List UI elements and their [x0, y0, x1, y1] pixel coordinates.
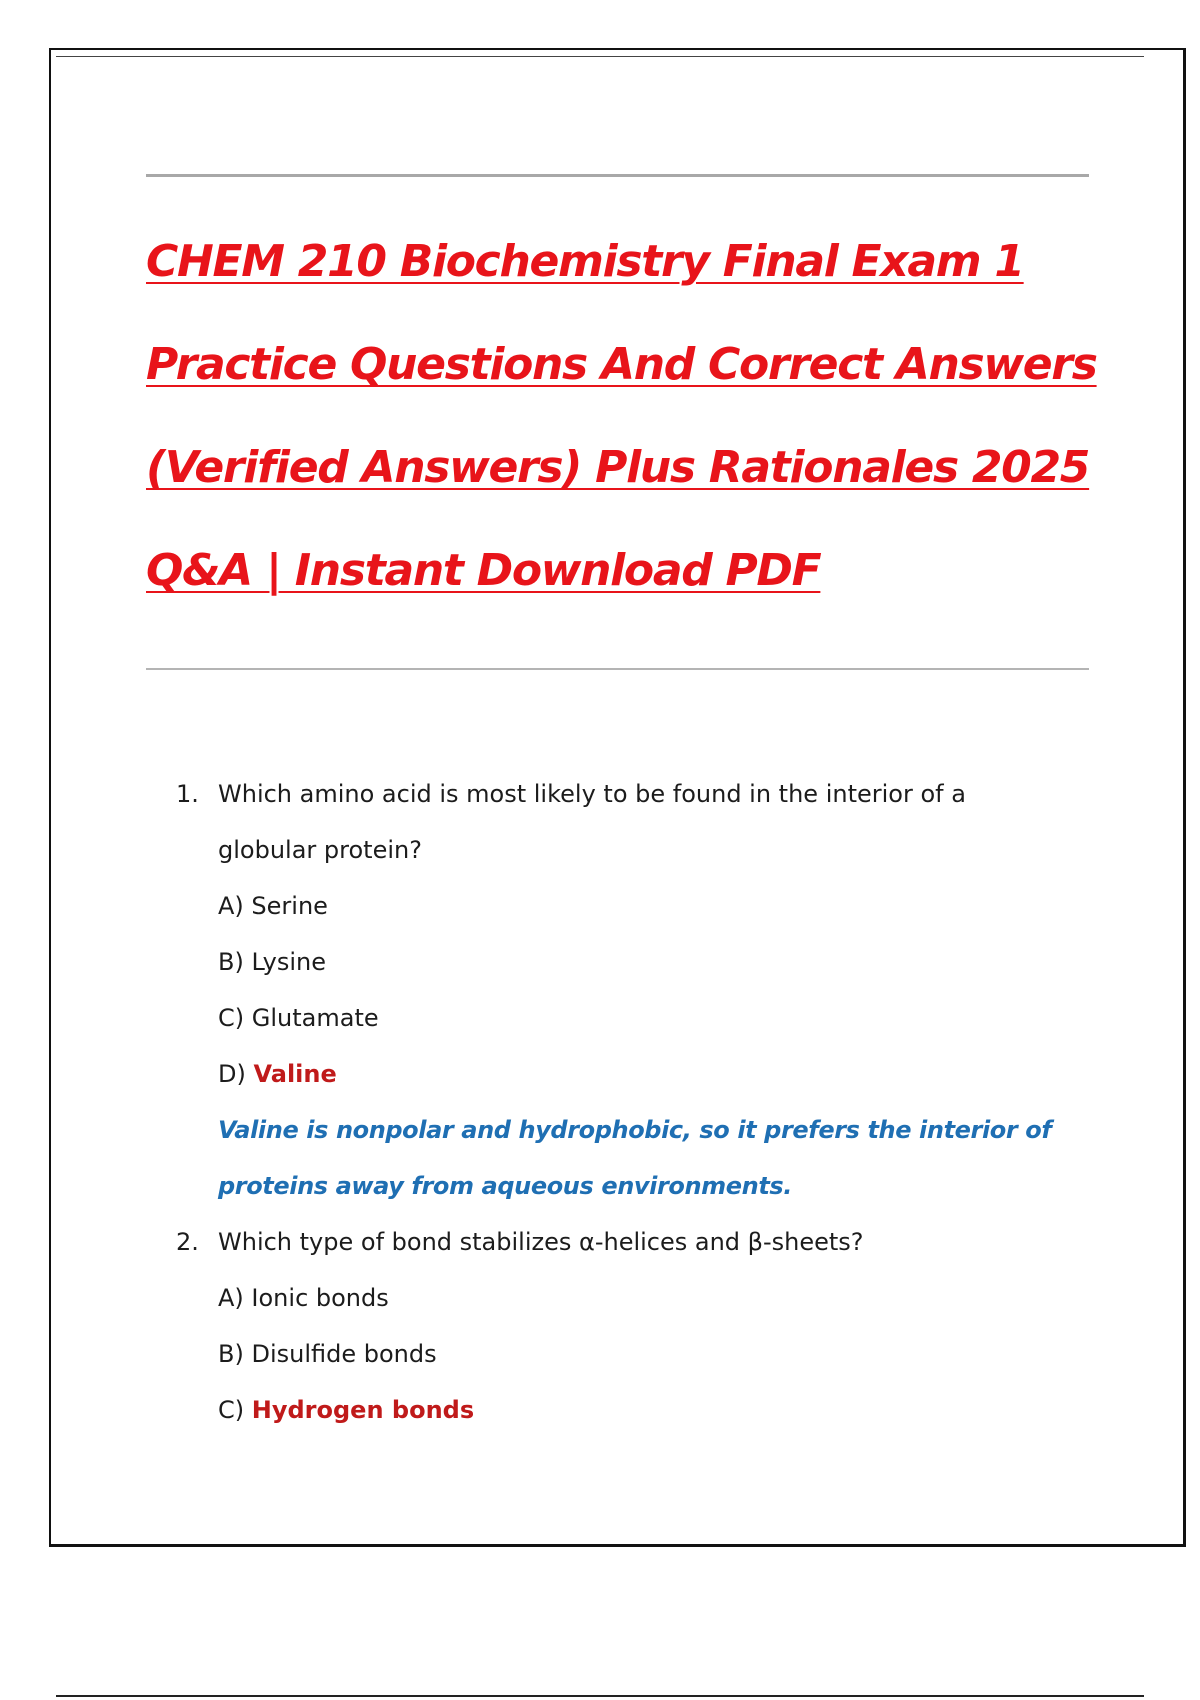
option-letter: C) — [218, 1004, 245, 1032]
question-1-option-c — [176, 990, 1056, 1046]
question-2-option-a — [176, 1270, 1056, 1326]
option-text: Ionic bonds — [251, 1284, 389, 1312]
title-bottom-rule — [146, 668, 1089, 670]
document-title — [146, 210, 1106, 622]
question-1-text: Which amino acid is most likely to be found in the interior of a — [218, 780, 966, 808]
question-1-option-d — [176, 1046, 1056, 1102]
option-letter: A) — [218, 892, 244, 920]
question-2-option-c — [176, 1382, 1056, 1438]
question-2-text: Which type of bond stabilizes α-helices and β-sheets? — [218, 1228, 864, 1256]
question-1-number: 1. — [176, 780, 199, 808]
question-1-line-2: globular protein? — [218, 836, 422, 864]
frame-inner-top-line — [56, 56, 1144, 57]
question-2-option-b — [176, 1326, 1056, 1382]
question-1-rationale-line-1: Valine is nonpolar and hydrophobic, so it prefers the interior of — [218, 1116, 1052, 1144]
correct-answer: Valine — [253, 1060, 337, 1088]
question-1-option-a — [176, 878, 1056, 934]
title-line-4: Q&A | Instant Download PDF — [146, 545, 821, 596]
correct-answer: Hydrogen bonds — [251, 1396, 475, 1424]
option-letter: B) — [218, 1340, 244, 1368]
option-text: Serine — [251, 892, 328, 920]
question-2-number: 2. — [176, 1228, 199, 1256]
title-line-2: Practice Questions And Correct Answers — [146, 339, 1097, 390]
option-letter: B) — [218, 948, 244, 976]
question-1-option-b — [176, 934, 1056, 990]
option-text: Lysine — [251, 948, 326, 976]
option-letter: C) — [218, 1396, 245, 1424]
option-text: Disulfide bonds — [251, 1340, 437, 1368]
question-2-line-1 — [176, 1214, 1056, 1270]
title-top-rule — [146, 174, 1089, 177]
next-page-top-line — [56, 1695, 1144, 1697]
question-list — [176, 766, 1056, 1438]
question-1-rationale-line-2: proteins away from aqueous environments. — [218, 1172, 793, 1200]
option-text: Glutamate — [251, 1004, 379, 1032]
question-1-line-1 — [176, 766, 1056, 822]
option-letter: A) — [218, 1284, 244, 1312]
option-letter: D) — [218, 1060, 246, 1088]
title-line-1: CHEM 210 Biochemistry Final Exam 1 — [146, 236, 1024, 287]
title-line-3: (Verified Answers) Plus Rationales 2025 — [146, 442, 1090, 493]
